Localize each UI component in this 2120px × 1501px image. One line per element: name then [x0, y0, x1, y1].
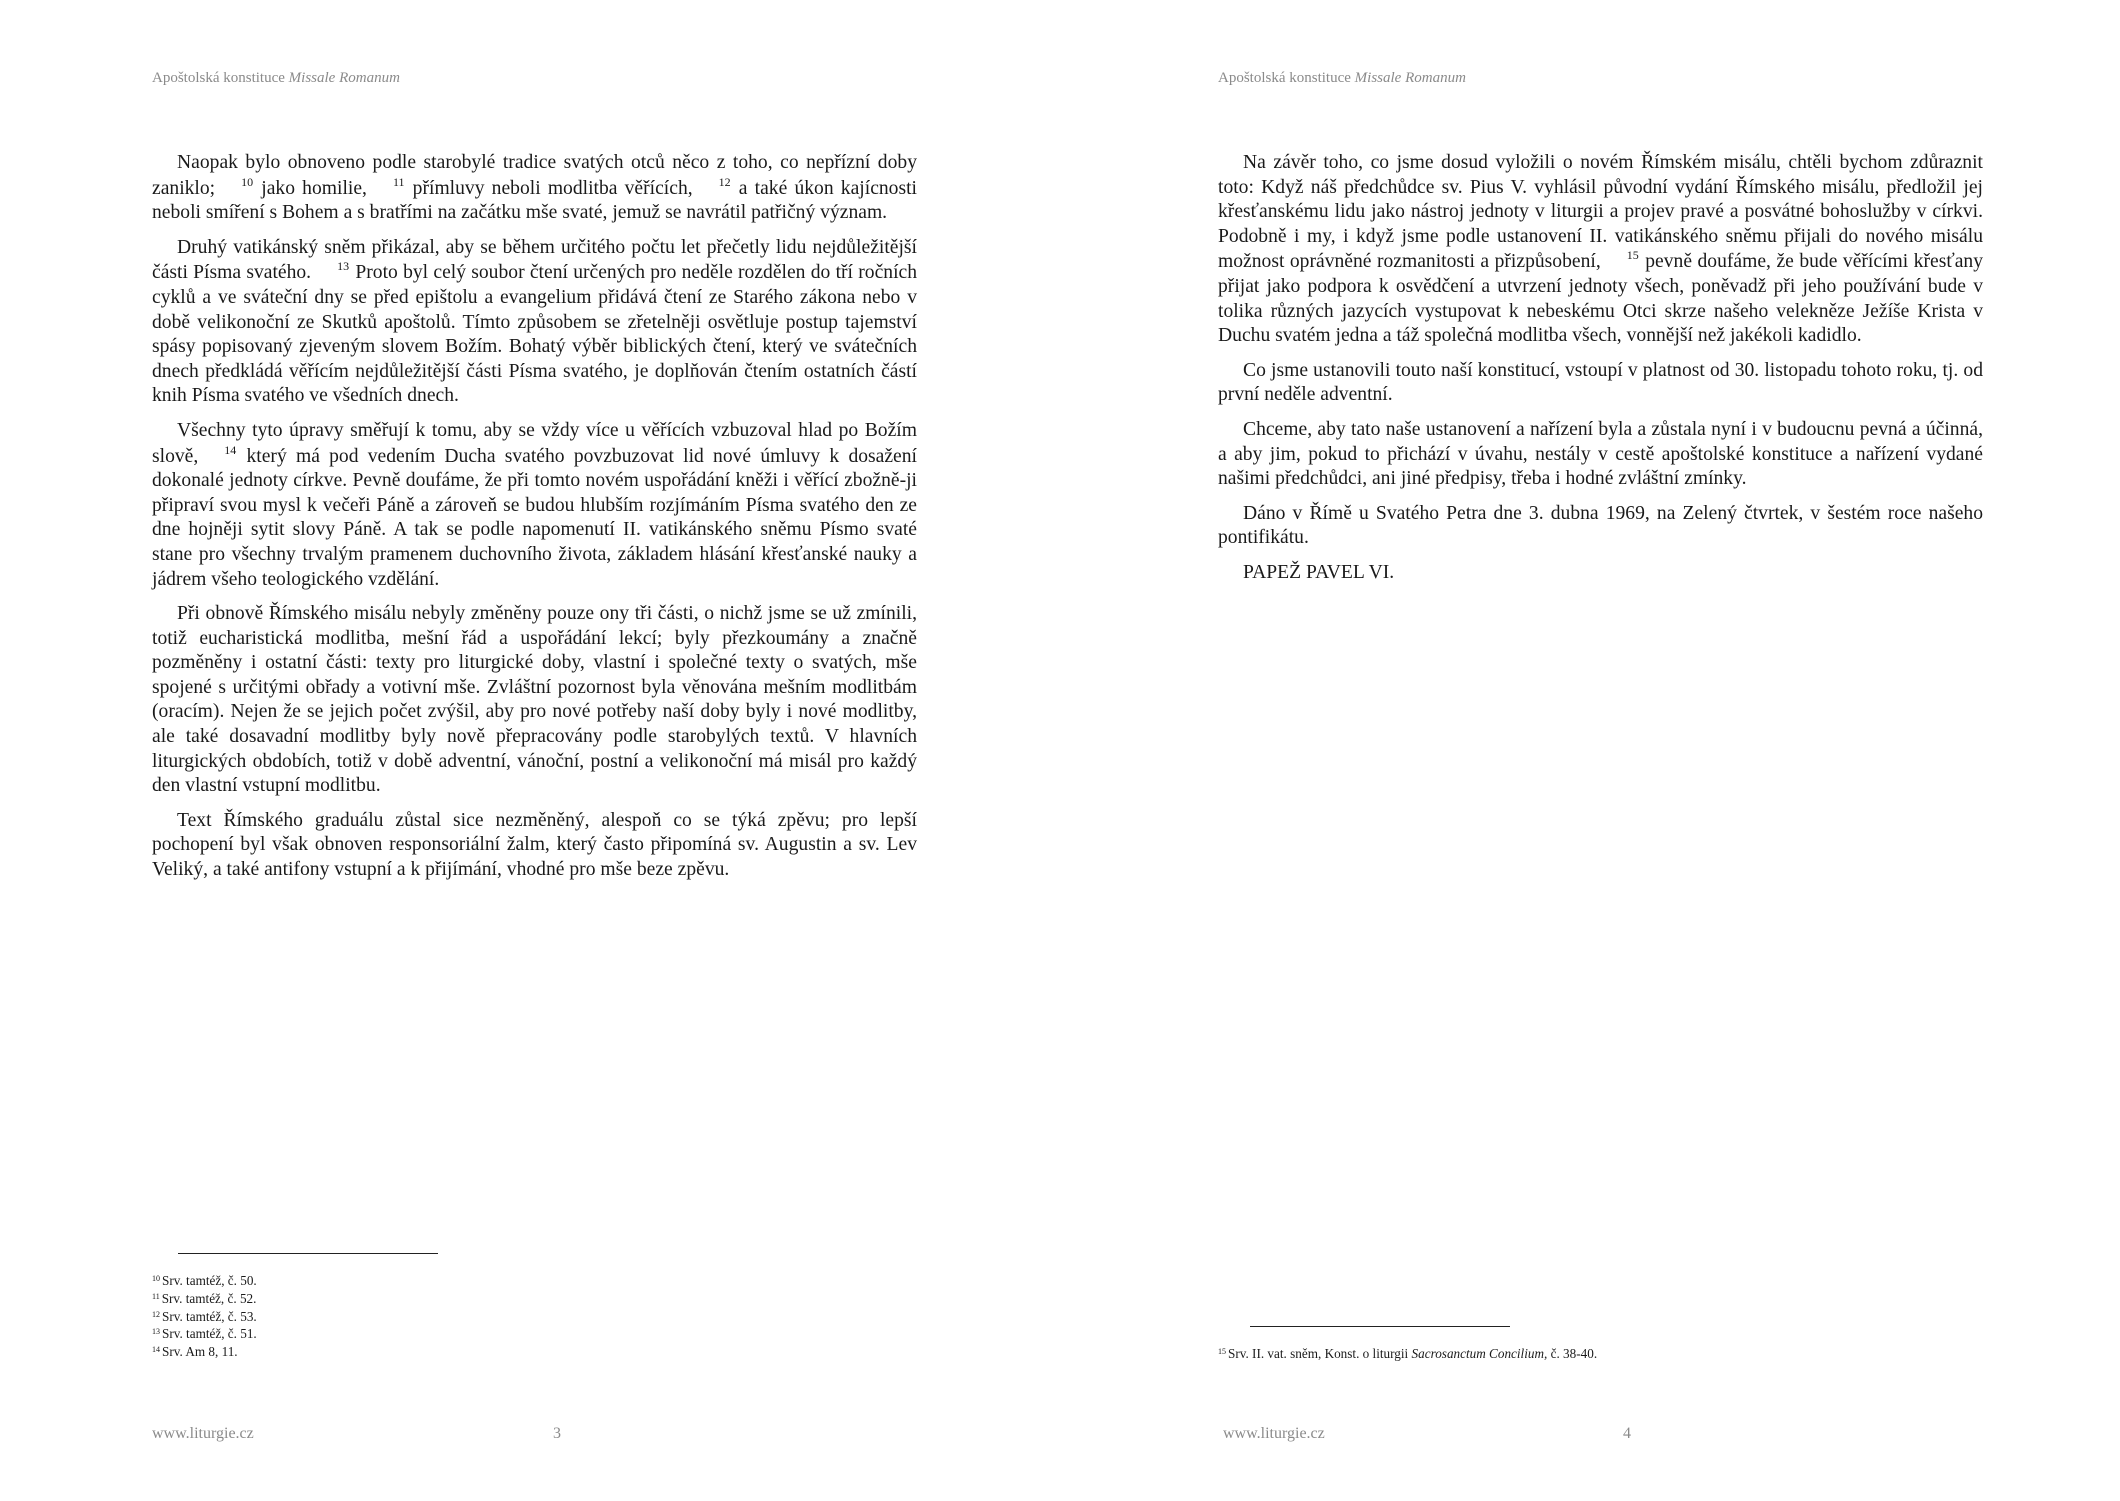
paragraph-text: Chceme, aby tato naše ustanovení a nařízení byla a zůstala nyní i v budoucnu pevná a účinná, a aby jim, pokud to přichází v úvahu, nestály v cestě apoštolské konstituce a nařízení vydané našimi předchůdci, ani jiné předpisy, třeba i hodné zvláštní zmínky.: [1218, 418, 1983, 490]
paragraph: [152, 151, 917, 226]
paragraph: [1218, 359, 1983, 408]
footnotes: [152, 1272, 257, 1361]
body-text: [152, 151, 917, 893]
footnote-reference[interactable]: 10: [241, 174, 254, 189]
paragraph: [152, 809, 917, 883]
footnote-text-italic: Sacrosanctum Concilium,: [1411, 1346, 1548, 1361]
footnote-reference[interactable]: 11: [392, 174, 405, 189]
page-number: 3: [553, 1425, 561, 1442]
footnote-text: Srv. tamtéž, č. 50.: [162, 1273, 257, 1288]
header-title-italic: Missale Romanum: [288, 70, 400, 86]
page-4: [1060, 0, 2120, 1501]
paragraph-text: Co jsme ustanovili touto naší konstitucí, vstoupí v platnost od 30. listopadu tohoto roku, tj. od první neděle adventní.: [1218, 359, 1983, 406]
paragraph: [152, 236, 917, 409]
footnote: [152, 1290, 257, 1308]
footnote-reference[interactable]: 15: [1626, 248, 1639, 263]
footnote: [152, 1325, 257, 1343]
footnote-reference[interactable]: 12: [718, 174, 731, 189]
paragraph-text: jako homilie,: [254, 177, 367, 199]
footnote-mark: 14: [152, 1345, 160, 1355]
footnote-divider: [178, 1253, 438, 1254]
paragraph-text: Na závěr toho, co jsme dosud vyložili o novém Římském misálu, chtěli bychom zdůraznit toto: Když náš předchůdce sv. Pius V. vyhlásil původní vydání Římského misálu, předložil jej křesťanskému lidu jako nástroj jednoty v liturgii a projev pravé a posvátné bohoslužby v církvi. Podobně i my, i když jsme podle ustanovení II. vatikánského sněmu přijali do nového misálu možnost oprávněné rozmanitosti a přizpůsobení,: [1218, 152, 1983, 273]
signature: [1218, 561, 1983, 586]
footnote-text: Srv. tamtéž, č. 51.: [162, 1326, 257, 1342]
footnotes: [1218, 1345, 1597, 1363]
footnote-text: Srv. tamtéž, č. 52.: [161, 1290, 257, 1306]
running-header: [1218, 70, 1466, 87]
paragraph-text: Při obnově Římského misálu nebyly změněny pouze ony tři části, o nichž jsme se už zmínili, totiž eucharistická modlitba, mešní řád a uspořádání lekcí; byly přezkoumány a značně pozměněny i ostatní části: texty pro liturgické doby, vlastní i společné texty o svatých, mše spojené s určitými obřady a votivní mše. Zvláštní pozornost byla věnována mešním modlitbám (oracím). Nejen že se jejich počet zvýšil, aby pro nové potřeby naší doby byly i nové modlitby, ale také dosavadní modlitby byly nově přepracovány podle starobylých textů. V hlavních liturgických obdobích, totiž v době adventní, vánoční, postní a velikonoční má misál pro každý den vlastní vstupní modlitbu.: [152, 603, 917, 797]
paragraph-text: Všechny tyto úpravy směřují k tomu, aby se vždy více u věřících vzbuzoval hlad po Božím slově,: [152, 419, 917, 467]
header-title: Apoštolská konstituce: [152, 70, 285, 86]
footnote-mark: 15: [1218, 1347, 1226, 1356]
footnote-mark: 13: [152, 1327, 160, 1337]
footnote-text: Srv. II. vat. sněm, Konst. o liturgii: [1228, 1346, 1409, 1361]
paragraph-text: Text Římského graduálu zůstal sice nezměněný, alespoň co se týká zpěvu; pro lepší pochopení byl však obnoven responsoriální žalm, který často připomíná sv. Augustin a sv. Lev Veliký, a také antifony vstupní a k přijímání, vhodné pro mše beze zpěvu.: [152, 809, 917, 881]
footnote-divider: [1250, 1326, 1510, 1327]
footnote: [152, 1343, 257, 1361]
page-number: 4: [1623, 1425, 1631, 1442]
header-title-italic: Missale Romanum: [1354, 70, 1466, 86]
paragraph: [1218, 418, 1983, 492]
footnote-text: č. 38-40.: [1547, 1346, 1598, 1361]
footnote-mark: 12: [152, 1309, 160, 1319]
paragraph-text: Naopak bylo obnoveno podle starobylé tradice svatých otců něco z toho, co nepřízní doby zaniklo;: [152, 152, 917, 199]
footer-site-url[interactable]: www.liturgie.cz: [152, 1425, 254, 1442]
paragraph-text: Druhý vatikánský sněm přikázal, aby se během určitého počtu let přečetly lidu nejdůležitější části Písma svatého.: [152, 236, 917, 284]
footnote-text: Srv. tamtéž, č. 53.: [162, 1308, 257, 1324]
footnote: [152, 1308, 257, 1326]
footnote-text: Srv. Am 8, 11.: [162, 1344, 238, 1360]
footnote: [1218, 1345, 1597, 1363]
paragraph: [152, 602, 917, 799]
running-header: [152, 70, 400, 87]
paragraph-text: pevně doufáme, že bude věřícími křesťany přijat jako podpora k osvědčení a utvrzení jednoty všech, poněvadž při jeho používání bude v tolika různých jazycích vystupovat k nebeskému Otci skrze našeho velekněze Ježíše Krista v Duchu svatém jedna a táž společná modlitba všech, vonnější než jakékoli kadidlo.: [1218, 251, 1983, 347]
paragraph: [1218, 151, 1983, 349]
paragraph-text: a také úkon kajícnosti neboli smíření s Bohem a s bratřími na začátku mše svaté, jemuž se navrátil patřičný význam.: [152, 177, 917, 224]
signature-text: PAPEŽ PAVEL VI.: [1243, 561, 1395, 583]
paragraph: [1218, 502, 1983, 551]
footnote-mark: 10: [152, 1274, 160, 1283]
footer-site-url[interactable]: www.liturgie.cz: [1223, 1425, 1325, 1442]
body-text: [1218, 151, 1983, 596]
footnote-reference[interactable]: 14: [224, 442, 237, 457]
footnote-mark: 11: [152, 1291, 160, 1301]
paragraph-text: Dáno v Římě u Svatého Petra dne 3. dubna 1969, na Zelený čtvrtek, v šestém roce našeho pontifikátu.: [1218, 502, 1983, 549]
footnote-reference[interactable]: 13: [337, 259, 350, 274]
header-title: Apoštolská konstituce: [1218, 70, 1351, 86]
paragraph-text: Proto byl celý soubor čtení určených pro neděle rozdělen do tří ročních cyklů a ve sváteční dny se před epištolu a evangelium přidává čtení ze Starého zákona nebo v době velikonoční ze Skutků apoštolů. Tímto způsobem se zřetelněji osvětluje postup tajemství spásy popisovaný zjeveným slovem Božím. Bohatý výběr biblických čtení, který ve svátečních dnech předkládá věřícím nejdůležitější části Písma svatého, je doplňován čtením ostatních částí knih Písma svatého ve všedních dnech.: [152, 262, 918, 407]
paragraph-text: který má pod vedením Ducha svatého povzbuzovat lid nové úmluvy k dosažení dokonalé jednoty církve. Pevně doufáme, že při tomto novém uspořádání kněži i věřící zbožně-ji připraví svou mysl k večeři Páně a zároveň se budou hlubším rozjímáním Písma svatého den ze dne hojněji sytit slovy Páně. A tak se podle napomenutí II. vatikánského sněmu Písmo svaté stane pro všechny trvalým pramenem duchovního života, základem hlásání křesťanské nauky a jádrem všeho teologického vzdělání.: [152, 445, 917, 590]
paragraph-text: přímluvy neboli modlitba věřících,: [405, 177, 693, 199]
footnote: [152, 1272, 257, 1290]
paragraph: [152, 419, 917, 592]
